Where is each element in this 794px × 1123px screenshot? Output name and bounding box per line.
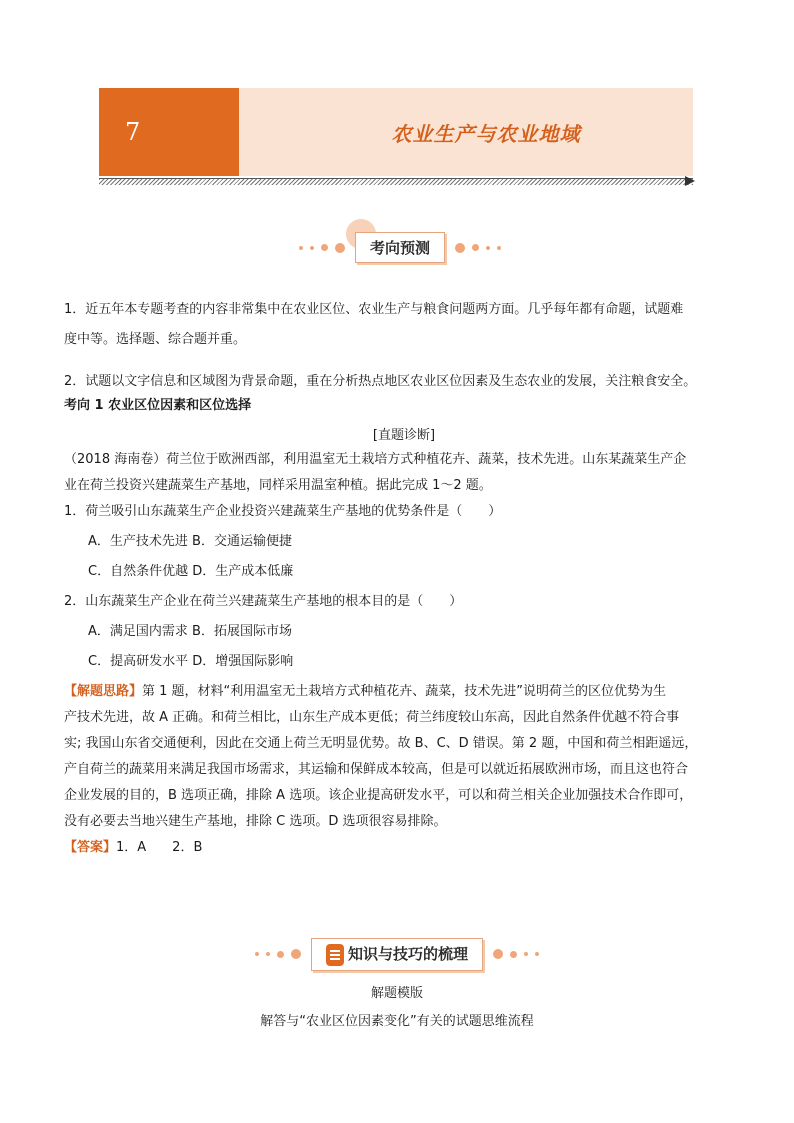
chapter-title: 农业生产与农业地域	[391, 121, 581, 146]
analysis-tag: 【解题思路】	[64, 684, 143, 699]
chapter-title-area	[239, 88, 693, 176]
passage-line: 业在荷兰投资兴建蔬菜生产基地，同样采用温室种植。据此完成 1～2 题。	[64, 478, 492, 493]
document-icon	[326, 944, 344, 966]
question-option: A．满足国内需求 B．拓展国际市场	[88, 624, 292, 639]
section-badge-forecast	[255, 232, 545, 263]
passage-line: （2018 海南卷）荷兰位于欧洲西部，利用温室无土栽培方式种植花卉、蔬菜，技术先进。山东某蔬菜生产企	[64, 452, 687, 467]
answer-line	[64, 836, 744, 860]
question-stem: 2．山东蔬菜生产企业在荷兰兴建蔬菜生产基地的根本目的是（ ）	[64, 594, 463, 609]
answer-text: 1．A 2．B	[116, 840, 203, 855]
topic-heading: 考向 1 农业区位因素和区位选择	[64, 398, 252, 413]
banner-divider	[99, 178, 693, 185]
intro-line: 2．试题以文字信息和区域图为背景命题，重在分析热点地区农业区位因素及生态农业的发展，关注粮食安全。	[64, 374, 697, 389]
analysis-line: 没有必要去当地兴建生产基地，排除 C 选项。D 选项很容易排除。	[64, 814, 447, 829]
section-label: 考向预测	[355, 232, 445, 263]
intro-line: 度中等。选择题、综合题并重。	[64, 332, 247, 347]
badge-dots-right	[493, 949, 539, 959]
template-title: 解题模版	[370, 986, 423, 1001]
section-badge-knowledge	[197, 938, 597, 971]
intro-line: 1．近五年本专题考查的内容非常集中在农业区位、农业生产与粮食问题两方面。几乎每年都有命题，试题难	[64, 302, 684, 317]
question-option: A．生产技术先进 B．交通运输便捷	[88, 534, 292, 549]
subheading: [直题诊断]	[372, 428, 436, 443]
badge-dots-right	[455, 243, 501, 253]
question-option: C．提高研发水平 D．增强国际影响	[88, 654, 294, 669]
intro-block	[64, 298, 744, 860]
chapter-number: 7	[99, 88, 239, 176]
template-block	[64, 982, 730, 1034]
analysis-line: 实; 我国山东省交通便利，因此在交通上荷兰无明显优势。故 B、C、D 错误。第 2 题，中国和荷兰相距遥远，	[64, 736, 698, 751]
template-subtitle: 解答与“农业区位因素变化”有关的试题思维流程	[260, 1014, 534, 1029]
badge-dots-left	[255, 949, 301, 959]
analysis-line: 产技术先进，故 A 正确。和荷兰相比，山东生产成本更低；荷兰纬度较山东高，因此自然条件优越不符合事	[64, 710, 680, 725]
analysis-line: 企业发展的目的，B 选项正确，排除 A 选项。该企业提高研发水平，可以和荷兰相关企业加强技术合作即可，	[64, 788, 693, 803]
question-stem: 1．荷兰吸引山东蔬菜生产企业投资兴建蔬菜生产基地的优势条件是（ ）	[64, 504, 502, 519]
answer-tag: 【答案】	[64, 840, 117, 855]
banner-divider-arrow	[685, 176, 695, 186]
section-label: 知识与技巧的梳理	[311, 938, 483, 971]
chapter-banner	[99, 88, 693, 176]
analysis-line: 【解题思路】第 1 题，材料“利用温室无土栽培方式种植花卉、蔬菜，技术先进”说明荷兰的区位优势为生	[64, 684, 667, 699]
badge-dots-left	[299, 243, 345, 253]
question-option: C．自然条件优越 D．生产成本低廉	[88, 564, 294, 579]
analysis-line: 产自荷兰的蔬菜用来满足我国市场需求，其运输和保鲜成本较高，但是可以就近拓展欧洲市场，而且这也符合	[64, 762, 689, 777]
